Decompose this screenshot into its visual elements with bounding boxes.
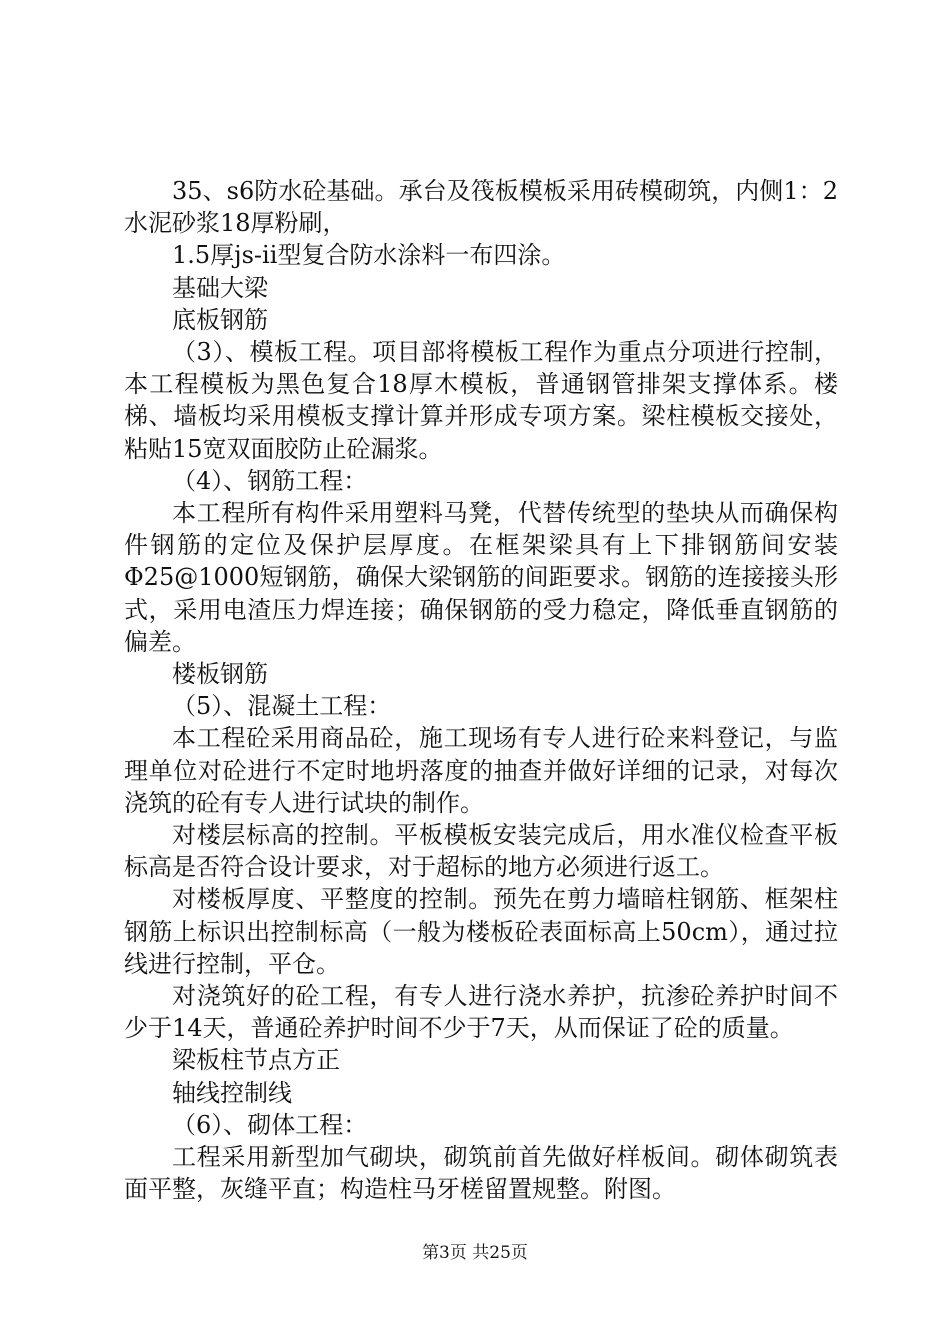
paragraph-formwork: （3）、模板工程。项目部将模板工程作为重点分项进行控制，本工程模板为黑色复合18厚木模板，普通钢管排架支撑体系。楼梯、墙板均采用模板支撑计算并形成专项方案。梁柱模板交接处，粘贴15宽双面胶防止砼漏浆。 <box>124 338 838 463</box>
caption-bottom-slab-rebar: 底板钢筋 <box>172 305 268 334</box>
caption-floor-slab-rebar: 楼板钢筋 <box>172 660 268 689</box>
heading-rebar-work: （4）、钢筋工程： <box>172 466 368 495</box>
caption-foundation-beam: 基础大梁 <box>172 273 268 302</box>
caption-axis-control-line: 轴线控制线 <box>172 1078 292 1107</box>
paragraph-waterproof-coating: 1.5厚js-ii型复合防水涂料一布四涂。 <box>172 241 566 270</box>
paragraph-elevation-control: 对楼层标高的控制。平板模板安装完成后，用水准仪检查平板标高是否符合设计要求，对于超标的地方必须进行返工。 <box>124 821 838 882</box>
page-number-footer: 第3页 共25页 <box>422 1243 528 1263</box>
paragraph-concrete: 本工程砼采用商品砼，施工现场有专人进行砼来料登记，与监理单位对砼进行不定时地坍落度的抽查并做好详细的记录，对每次浇筑的砼有专人进行试块的制作。 <box>124 724 838 817</box>
heading-concrete-work: （5）、混凝土工程： <box>172 692 392 721</box>
paragraph-thickness-control: 对楼板厚度、平整度的控制。预先在剪力墙暗柱钢筋、框架柱钢筋上标识出控制标高（一般为楼板砼表面标高上50cm），通过拉线进行控制，平仓。 <box>124 885 838 978</box>
paragraph-curing: 对浇筑好的砼工程，有专人进行浇水养护，抗渗砼养护时间不少于14天，普通砼养护时间不少于7天，从而保证了砼的质量。 <box>124 982 838 1043</box>
paragraph-masonry: 工程采用新型加气砌块，砌筑前首先做好样板间。砌体砌筑表面平整，灰缝平直；构造柱马牙槎留置规整。附图。 <box>124 1143 838 1204</box>
caption-beam-column-joint: 梁板柱节点方正 <box>172 1046 340 1075</box>
paragraph-rebar: 本工程所有构件采用塑料马凳，代替传统型的垫块从而确保构件钢筋的定位及保护层厚度。在框架梁具有上下排钢筋间安装Φ25@1000短钢筋，确保大梁钢筋的间距要求。钢筋的连接接头形式，采用电渣压力焊连接；确保钢筋的受力稳定，降低垂直钢筋的偏差。 <box>124 499 838 656</box>
document-body <box>124 175 838 1206</box>
heading-masonry-work: （6）、砌体工程： <box>172 1110 368 1139</box>
paragraph-foundation: 35、s6防水砼基础。承台及筏板模板采用砖模砌筑，内侧1：2水泥砂浆18厚粉刷， <box>124 177 838 238</box>
